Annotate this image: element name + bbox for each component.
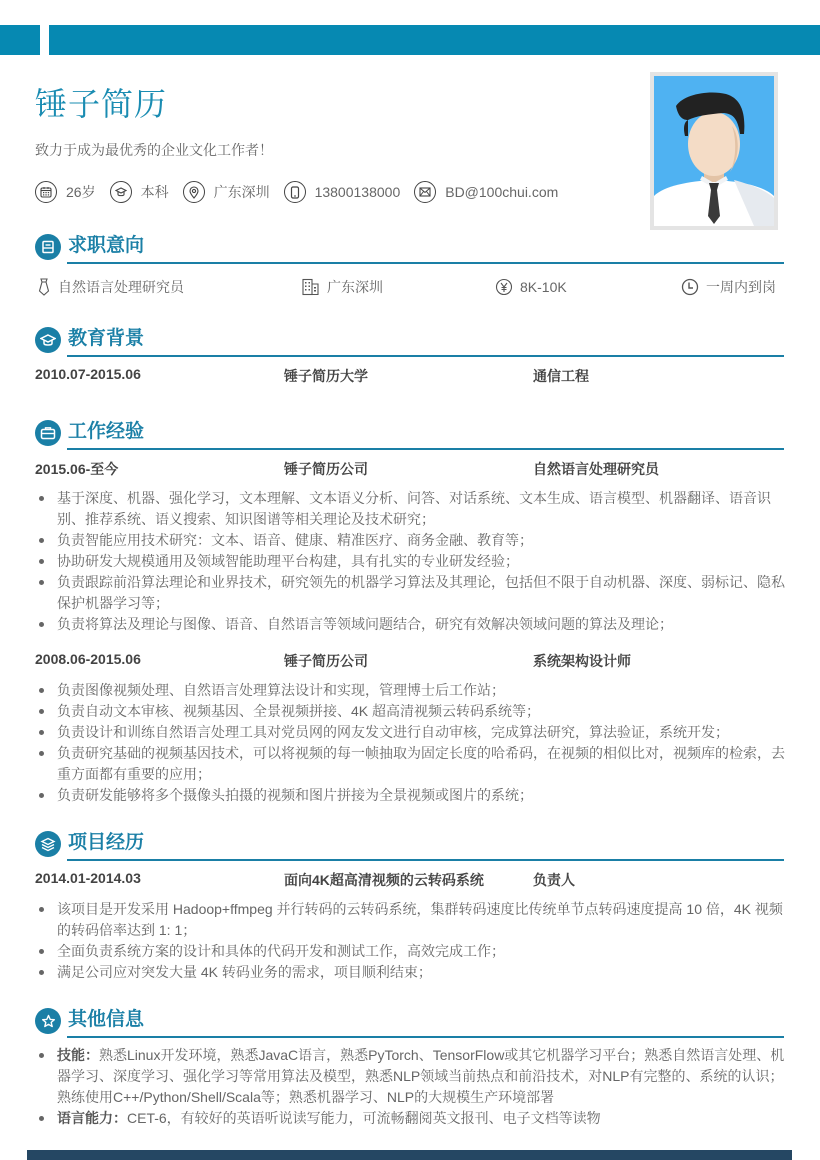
info-age bbox=[35, 181, 96, 203]
yen-icon bbox=[495, 278, 513, 296]
section-divider bbox=[67, 262, 784, 264]
education-entry bbox=[35, 366, 784, 386]
education-major: 通信工程 bbox=[533, 368, 589, 384]
tie-icon bbox=[37, 278, 51, 296]
language-text: CET-6，有较好的英语听说读写能力，可流畅翻阅英文报刊、电子文档等读物 bbox=[127, 1110, 601, 1126]
calendar-icon bbox=[35, 181, 57, 203]
list-item: 负责研发能够将多个摄像头拍摄的视频和图片拼接为全景视频或图片的系统； bbox=[35, 785, 785, 806]
project-name: 面向4K超高清视频的云转码系统 bbox=[284, 872, 484, 888]
phone-icon bbox=[284, 181, 306, 203]
work-entry-header bbox=[35, 459, 784, 479]
other-info-list bbox=[35, 1045, 785, 1129]
info-email bbox=[414, 181, 558, 203]
list-item: 满足公司应对突发大量 4K 转码业务的需求，项目顺利结束； bbox=[35, 962, 785, 983]
project-role: 负责人 bbox=[533, 872, 575, 888]
work-date: 2008.06-2015.06 bbox=[35, 651, 141, 667]
section-work bbox=[35, 420, 784, 450]
personal-info-row bbox=[35, 180, 572, 204]
skills-text: 熟悉Linux开发环境，熟悉JavaC语言，熟悉PyTorch、TensorFlow或其它机器学习平台；熟悉自然语言处理、机器学习、深度学习、强化学习等常用算法及模型，熟悉NLP领域当前热点和前沿技术，对NLP有完整的、系统的认识；熟练使用C++/Python/Shell/Scala等；熟悉机器学习、NLP的大规模生产环境部署 bbox=[57, 1047, 785, 1105]
intent-availability bbox=[681, 276, 776, 298]
info-email-text: BD@100chui.com bbox=[445, 184, 559, 200]
list-item-language bbox=[35, 1108, 785, 1129]
clock-icon bbox=[681, 278, 699, 296]
work-duties-list bbox=[35, 488, 785, 635]
briefcase-icon bbox=[35, 420, 61, 446]
section-divider bbox=[67, 355, 784, 357]
section-divider bbox=[67, 448, 784, 450]
section-title: 求职意向 bbox=[68, 235, 145, 256]
intent-position bbox=[37, 276, 184, 298]
info-age-text: 26岁 bbox=[66, 184, 96, 200]
project-details-list bbox=[35, 899, 785, 983]
top-accent-bar-left bbox=[0, 25, 40, 55]
section-title: 其他信息 bbox=[68, 1009, 145, 1030]
intent-salary-text: 8K-10K bbox=[520, 279, 567, 295]
education-school: 锤子简历大学 bbox=[284, 368, 368, 384]
list-item: 负责跟踪前沿算法理论和业界技术，研究领先的机器学习算法及其理论，包括但不限于自动机器、深度、弱标记、隐私保护机器学习等； bbox=[35, 572, 785, 614]
resume-name: 锤子简历 bbox=[35, 86, 168, 122]
layers-icon bbox=[35, 831, 61, 857]
work-position: 自然语言处理研究员 bbox=[533, 461, 659, 477]
resume-slogan: 致力于成为最优秀的企业文化工作者！ bbox=[35, 142, 273, 158]
section-title: 教育背景 bbox=[68, 328, 145, 349]
list-item: 负责将算法及理论与图像、语音、自然语言等领域问题结合，研究有效解决领域问题的算法及理论； bbox=[35, 614, 785, 635]
info-degree-text: 本科 bbox=[140, 184, 169, 200]
info-degree bbox=[110, 181, 169, 203]
list-item: 基于深度、机器、强化学习，文本理解、文本语义分析、问答、对话系统、文本生成、语言模型、机器翻译、语音识别、推荐系统、语义搜索、知识图谱等相关理论及技术研究； bbox=[35, 488, 785, 530]
list-item: 协助研发大规模通用及领域智能助理平台构建，具有扎实的专业研发经验； bbox=[35, 551, 785, 572]
section-divider bbox=[67, 1036, 784, 1038]
list-item: 全面负责系统方案的设计和具体的代码开发和测试工作，高效完成工作； bbox=[35, 941, 785, 962]
mail-icon bbox=[414, 181, 436, 203]
building-icon bbox=[302, 278, 320, 296]
profile-photo bbox=[650, 72, 778, 230]
info-phone bbox=[284, 181, 401, 203]
work-position: 系统架构设计师 bbox=[533, 653, 631, 669]
section-other bbox=[35, 1008, 784, 1038]
work-company: 锤子简历公司 bbox=[284, 461, 368, 477]
graduation-cap-icon bbox=[110, 181, 132, 203]
intent-city-text: 广东深圳 bbox=[327, 279, 383, 295]
job-intent-row bbox=[37, 276, 784, 298]
work-entry-header bbox=[35, 651, 784, 671]
resume-icon bbox=[35, 234, 61, 260]
language-label: 语言能力： bbox=[57, 1110, 127, 1126]
list-item: 负责智能应用技术研究：文本、语音、健康、精准医疗、商务金融、教育等； bbox=[35, 530, 785, 551]
list-item: 负责图像视频处理、自然语言处理算法设计和实现，管理博士后工作站； bbox=[35, 680, 785, 701]
bottom-accent-bar bbox=[27, 1150, 792, 1160]
section-education bbox=[35, 327, 784, 357]
section-title: 工作经验 bbox=[68, 421, 145, 442]
work-duties-list bbox=[35, 680, 785, 806]
list-item: 负责设计和训练自然语言处理工具对党员网的网友发文进行自动审核，完成算法研究，算法验证，系统开发； bbox=[35, 722, 785, 743]
top-accent-bar-right bbox=[49, 25, 820, 55]
section-title: 项目经历 bbox=[68, 832, 145, 853]
skills-label: 技能： bbox=[57, 1047, 99, 1063]
education-date: 2010.07-2015.06 bbox=[35, 366, 141, 382]
star-icon bbox=[35, 1008, 61, 1034]
graduation-cap-icon bbox=[35, 327, 61, 353]
work-date: 2015.06-至今 bbox=[35, 461, 119, 477]
list-item: 负责研究基础的视频基因技术，可以将视频的每一帧抽取为固定长度的哈希码，在视频的相似比对，视频库的检索，去重方面都有重要的应用； bbox=[35, 743, 785, 785]
section-job-intent bbox=[35, 234, 784, 264]
avatar bbox=[654, 76, 774, 226]
list-item: 负责自动文本审核、视频基因、全景视频拼接、4K 超高清视频云转码系统等； bbox=[35, 701, 785, 722]
intent-city bbox=[302, 276, 383, 298]
project-entry-header bbox=[35, 870, 784, 890]
section-project bbox=[35, 831, 784, 861]
work-company: 锤子简历公司 bbox=[284, 653, 368, 669]
location-pin-icon bbox=[183, 181, 205, 203]
project-date: 2014.01-2014.03 bbox=[35, 870, 141, 886]
info-location bbox=[183, 181, 270, 203]
section-divider bbox=[67, 859, 784, 861]
list-item: 该项目是开发采用 Hadoop+ffmpeg 并行转码的云转码系统，集群转码速度比传统单节点转码速度提高 10 倍，4K 视频的转码倍率达到 1: 1； bbox=[35, 899, 785, 941]
intent-availability-text: 一周内到岗 bbox=[706, 279, 776, 295]
intent-position-text: 自然语言处理研究员 bbox=[58, 279, 184, 295]
info-phone-text: 13800138000 bbox=[314, 184, 401, 200]
list-item-skills bbox=[35, 1045, 785, 1108]
intent-salary bbox=[495, 276, 567, 298]
info-location-text: 广东深圳 bbox=[213, 184, 270, 200]
